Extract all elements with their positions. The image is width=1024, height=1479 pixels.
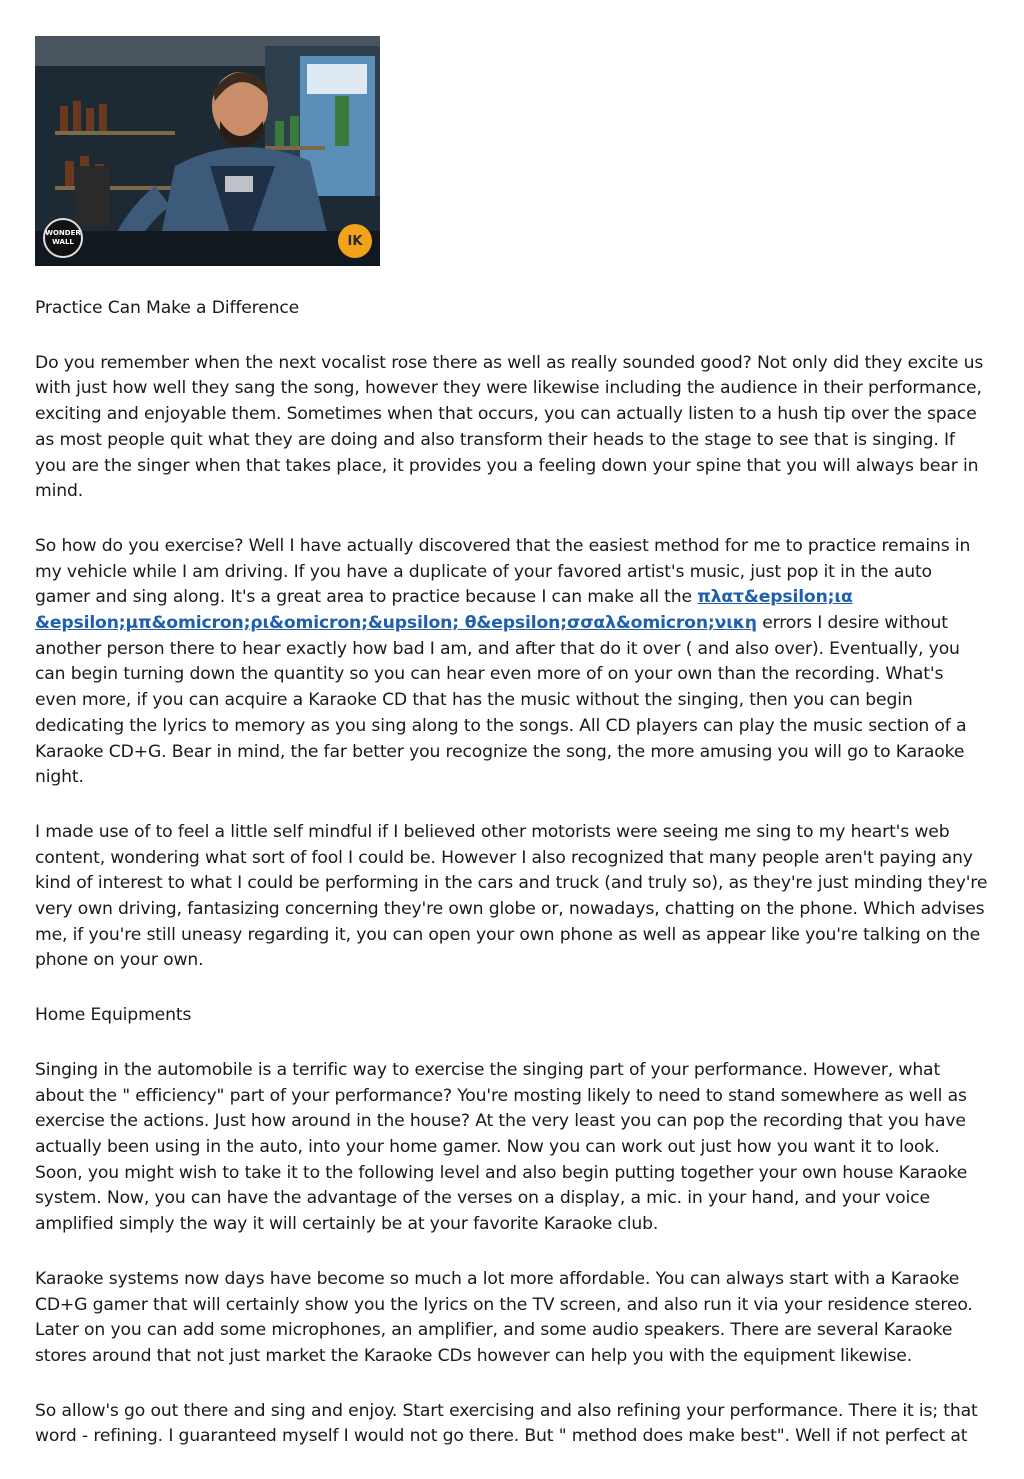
paragraph-1: Do you remember when the next vocalist rose there as well as really sounded good? Not only did they excite us with just how well they sang the song, however they were likewise including the audience in their performance, exciting and enjoyable them. Sometimes when that occurs, you can actually listen to a hush tip over the space as most people quit what they are doing and also transform their heads to the stage to see that is singing. If you are the singer when that takes place, it provides you a feeling down your spine that you will always bear in mind. (35, 352, 984, 502)
paragraph-3: I made use of to feel a little self mindful if I believed other motorists were seeing me sing to my heart's web content, wondering what sort of fool I could be. However I also recognized that many people aren't paying any kind of interest to what I could be performing in the cars and truck (and truly so), as they're just minding they're very own driving, fantasizing concerning they're own globe or, nowadays, chatting on the phone. Which advises me, if you're still uneasy regarding it, you can open your own phone as well as appear like you're talking on the phone on your own. (35, 821, 988, 971)
paragraph-6: So allow's go out there and sing and enjoy. Start exercising and also refining your performance. There it is; that word - refining. I guaranteed myself I would not go there. But " method does make best". Well if not perfect at (35, 1400, 978, 1447)
paragraph-2-text-b: errors I desire without another person there to hear exactly how bad I am, and after that do it over ( and also over). Eventually, you can begin turning down the quantity so you can hear even more of on your own than the recording. What's even more, if you can acquire a Karaoke CD that has the music without the singing, then you can begin dedicating the lyrics to memory as you sing along to the songs. All CD players can play the music section of a Karaoke CD+G. Bear in mind, the far better you recognize the song, the more amusing you will go to Karaoke night. (35, 613, 967, 788)
paragraph-2 (35, 534, 990, 791)
paragraph-4: Singing in the automobile is a terrific way to exercise the singing part of your performance. However, what about the " efficiency" part of your performance? You're mosting likely to need to stand somewhere as well as exercise the actions. Just how around in the house? At the very least you can pop the recording that you have actually been using in the auto, into your home gamer. Now you can work out just how you want it to look. Soon, you might wish to take it to the following level and also begin putting together your own house Karaoke system. Now, you can have the advantage of the verses on a display, a mic. in your hand, and your voice amplified simply the way it will certainly be at your favorite Karaoke club. (35, 1059, 968, 1235)
ik-logo: IK (338, 224, 372, 258)
photo-scene (35, 36, 380, 266)
wonderwall-logo: WONDER WALL (43, 218, 83, 258)
bartender-photo (35, 36, 380, 266)
paragraph-5: Karaoke systems now days have become so much a lot more affordable. You can always start with a Karaoke CD+G gamer that will certainly show you the lyrics on the TV screen, and also run it via your residence stereo. Later on you can add some microphones, an amplifier, and some audio speakers. There are several Karaoke stores around that not just market the Karaoke CDs however can help you with the equipment likewise. (35, 1268, 973, 1366)
inline-link-greek[interactable]: πλατ&epsilon;ια &epsilon;μπ&omicron;ρι&omicron;&upsilon; θ&epsilon;σσαλ&omicron;νικη (35, 587, 853, 634)
article-body (35, 296, 990, 1450)
paragraph-2-text-a: So how do you exercise? Well I have actually discovered that the easiest method for me to practice remains in my vehicle while I am driving. If you have a duplicate of your favored artist's music, just pop it in the auto gamer and sing along. It's a great area to practice because I can make all the (35, 535, 971, 608)
section-heading-home-equipments: Home Equipments (35, 1005, 192, 1026)
section-heading-practice: Practice Can Make a Difference (35, 298, 300, 318)
document-page (35, 36, 990, 1479)
